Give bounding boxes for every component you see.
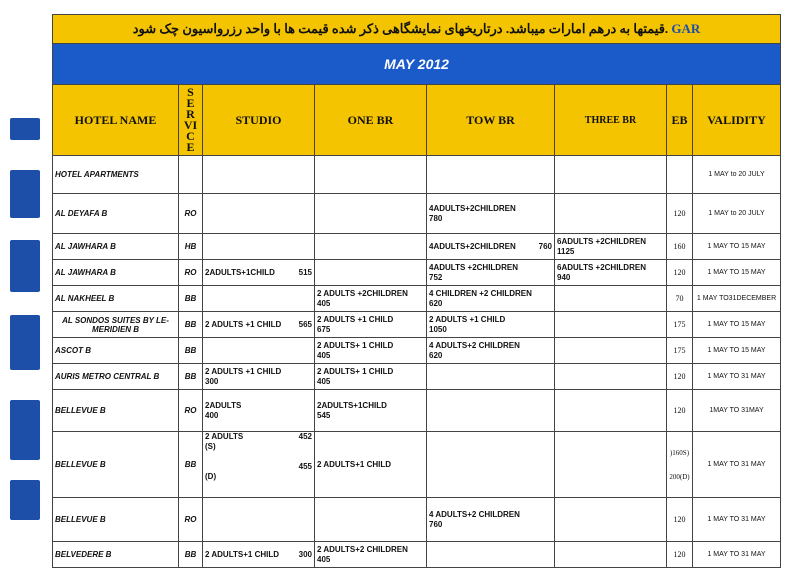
studio-cell: 2ADULTS 400 — [203, 390, 315, 432]
validity-cell: 1 MAY TO 31 MAY — [693, 432, 781, 498]
tow-br-cell — [427, 542, 555, 568]
eb-cell: 120 — [667, 260, 693, 286]
three-br-cell: 6ADULTS +2CHILDREN 1125 — [555, 234, 667, 260]
validity-cell: 1 MAY TO 15 MAY — [693, 260, 781, 286]
service-code: RO — [179, 390, 203, 432]
hotel-name: AL NAKHEEL B — [53, 286, 179, 312]
service-code: BB — [179, 542, 203, 568]
validity-cell: 1 MAY TO 31 MAY — [693, 364, 781, 390]
side-letter — [10, 315, 40, 370]
service-code: RO — [179, 498, 203, 542]
eb-cell: 175 — [667, 312, 693, 338]
tow-br-cell: 4ADULTS+2CHILDREN 760 — [427, 234, 555, 260]
studio-cell — [203, 156, 315, 194]
table-row — [53, 194, 781, 234]
table-row — [53, 260, 781, 286]
table-row — [53, 542, 781, 568]
tow-br-cell — [427, 364, 555, 390]
hotel-name: AL DEYAFA B — [53, 194, 179, 234]
one-br-cell: 2 ADULTS+ 1 CHILD 405 — [315, 364, 427, 390]
validity-cell: 1 MAY to 20 JULY — [693, 156, 781, 194]
three-br-cell — [555, 156, 667, 194]
side-letter — [10, 480, 40, 520]
eb-cell: 70 — [667, 286, 693, 312]
three-br-cell — [555, 432, 667, 498]
one-br-cell — [315, 234, 427, 260]
one-br-cell — [315, 156, 427, 194]
price-table — [52, 14, 781, 568]
studio-cell: 2 ADULTS+1 CHILD 300 — [203, 542, 315, 568]
header-one-br: ONE BR — [315, 85, 427, 156]
service-code: RO — [179, 194, 203, 234]
one-br-cell: 2 ADULTS+1 CHILD — [315, 432, 427, 498]
brand-label: GAR — [671, 21, 701, 36]
service-code — [179, 156, 203, 194]
eb-cell: 175 — [667, 338, 693, 364]
table-row — [53, 390, 781, 432]
three-br-cell — [555, 542, 667, 568]
three-br-cell — [555, 286, 667, 312]
table-row — [53, 338, 781, 364]
eb-cell: 120 — [667, 390, 693, 432]
service-code: BB — [179, 432, 203, 498]
eb-cell: 120 — [667, 542, 693, 568]
table-row — [53, 364, 781, 390]
header-three-br: THREE BR — [555, 85, 667, 156]
eb-cell: 120 — [667, 364, 693, 390]
service-code: RO — [179, 260, 203, 286]
table-row — [53, 234, 781, 260]
month-banner: MAY 2012 — [53, 44, 781, 85]
one-br-cell: 2 ADULTS +1 CHILD 675 — [315, 312, 427, 338]
service-code: BB — [179, 364, 203, 390]
table-row — [53, 286, 781, 312]
hotel-name: AL JAWHARA B — [53, 260, 179, 286]
table-row — [53, 312, 781, 338]
hotel-name: BELLEVUE B — [53, 432, 179, 498]
hotel-name: AL JAWHARA B — [53, 234, 179, 260]
hotel-name: AURIS METRO CENTRAL B — [53, 364, 179, 390]
studio-cell: 2 ADULTS +1 CHILD 565 — [203, 312, 315, 338]
table-row — [53, 432, 781, 498]
header-tow-br: TOW BR — [427, 85, 555, 156]
studio-cell — [203, 286, 315, 312]
validity-cell: 1MAY TO 31MAY — [693, 390, 781, 432]
service-code: HB — [179, 234, 203, 260]
side-letter — [10, 170, 40, 218]
tow-br-cell — [427, 432, 555, 498]
studio-cell: 2 ADULTS +1 CHILD 300 — [203, 364, 315, 390]
studio-cell — [203, 498, 315, 542]
title-banner — [53, 15, 781, 44]
validity-cell: 1 MAY TO31DECEMBER — [693, 286, 781, 312]
table-row — [53, 156, 781, 194]
side-letter — [10, 400, 40, 460]
one-br-cell: 2 ADULTS+ 1 CHILD 405 — [315, 338, 427, 364]
studio-cell — [203, 234, 315, 260]
tow-br-cell: 4 ADULTS+2 CHILDREN 760 — [427, 498, 555, 542]
table-row — [53, 498, 781, 542]
hotel-name: AL SONDOS SUITES BY LE-MERIDIEN B — [53, 312, 179, 338]
three-br-cell — [555, 390, 667, 432]
studio-cell — [203, 194, 315, 234]
hotel-name: ASCOT B — [53, 338, 179, 364]
title-persian: قیمتها به درهم امارات میباشد. درتاریخهای نمایشگاهی ذکر شده قیمت ها با واحد رزرواسیون چک شود. — [132, 21, 669, 36]
three-br-cell — [555, 498, 667, 542]
service-code: BB — [179, 286, 203, 312]
tow-br-cell: 4 ADULTS+2 CHILDREN 620 — [427, 338, 555, 364]
one-br-cell: 2 ADULTS+2 CHILDREN 405 — [315, 542, 427, 568]
validity-cell: 1 MAY TO 31 MAY — [693, 542, 781, 568]
three-br-cell — [555, 338, 667, 364]
header-service: S E R VI C E — [179, 85, 203, 156]
one-br-cell — [315, 260, 427, 286]
service-code: BB — [179, 338, 203, 364]
side-letter — [10, 240, 40, 292]
eb-cell: 120 — [667, 498, 693, 542]
tow-br-cell: 4 CHILDREN +2 CHILDREN 620 — [427, 286, 555, 312]
studio-cell: 2ADULTS+1CHILD 515 — [203, 260, 315, 286]
three-br-cell — [555, 312, 667, 338]
tow-br-cell — [427, 156, 555, 194]
header-hotel: HOTEL NAME — [53, 85, 179, 156]
hotel-name: BELLEVUE B — [53, 390, 179, 432]
eb-cell: )160S) 200(D) — [667, 432, 693, 498]
one-br-cell: 2 ADULTS +2CHILDREN 405 — [315, 286, 427, 312]
validity-cell: 1 MAY TO 15 MAY — [693, 338, 781, 364]
header-eb: EB — [667, 85, 693, 156]
studio-cell — [203, 338, 315, 364]
side-decor — [0, 100, 48, 530]
one-br-cell — [315, 498, 427, 542]
validity-cell: 1 MAY TO 15 MAY — [693, 312, 781, 338]
three-br-cell — [555, 364, 667, 390]
tow-br-cell — [427, 390, 555, 432]
side-letter — [10, 118, 40, 140]
one-br-cell — [315, 194, 427, 234]
hotel-name: BELVEDERE B — [53, 542, 179, 568]
tow-br-cell: 2 ADULTS +1 CHILD 1050 — [427, 312, 555, 338]
validity-cell: 1 MAY TO 31 MAY — [693, 498, 781, 542]
one-br-cell: 2ADULTS+1CHILD 545 — [315, 390, 427, 432]
hotel-name: BELLEVUE B — [53, 498, 179, 542]
eb-cell — [667, 156, 693, 194]
validity-cell: 1 MAY TO 15 MAY — [693, 234, 781, 260]
service-code: BB — [179, 312, 203, 338]
three-br-cell: 6ADULTS +2CHILDREN 940 — [555, 260, 667, 286]
header-validity: VALIDITY — [693, 85, 781, 156]
three-br-cell — [555, 194, 667, 234]
hotel-name: HOTEL APARTMENTS — [53, 156, 179, 194]
studio-cell: 2 ADULTS 452 (S) 455 (D) — [203, 432, 315, 498]
eb-cell: 160 — [667, 234, 693, 260]
tow-br-cell: 4ADULTS +2CHILDREN 752 — [427, 260, 555, 286]
tow-br-cell: 4ADULTS+2CHILDREN 780 — [427, 194, 555, 234]
header-studio: STUDIO — [203, 85, 315, 156]
validity-cell: 1 MAY to 20 JULY — [693, 194, 781, 234]
eb-cell: 120 — [667, 194, 693, 234]
